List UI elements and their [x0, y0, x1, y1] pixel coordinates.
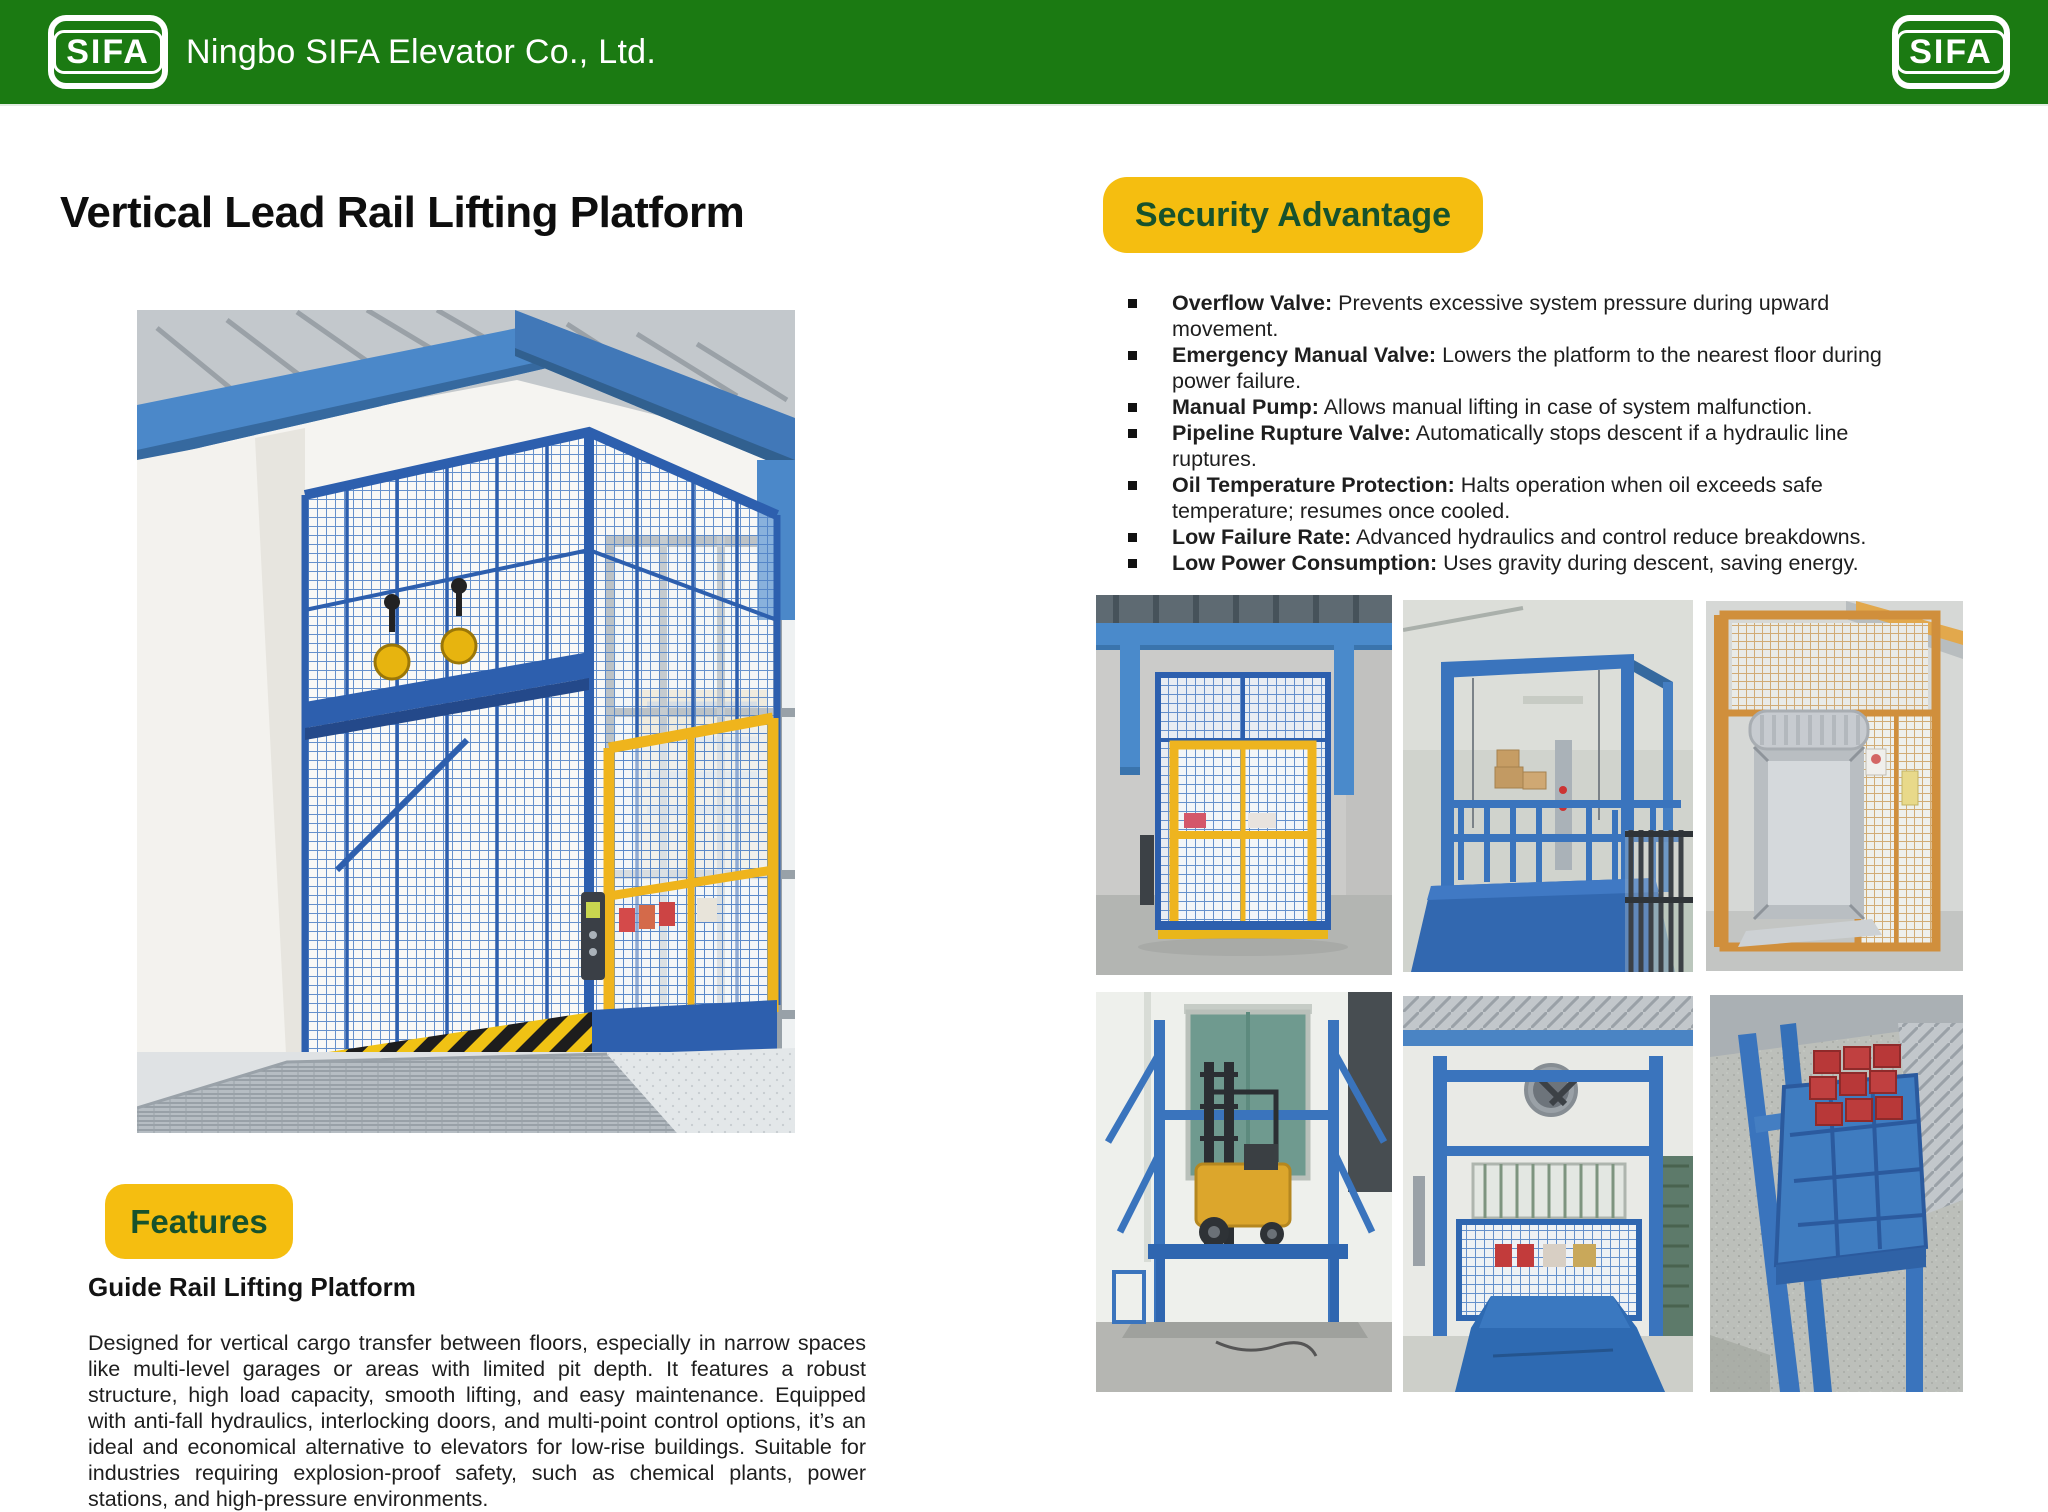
description-paragraph: Designed for vertical cargo transfer between floors, especially in narrow spaces like multi-level garages or areas with limited pit depth. It features a robust structure, high load capacity, smooth lifting, and easy maintenance. Equipped with anti-fall hydraulics, interlocking doors, and multi-point control options, it’s an ideal and economical alternative to elevators for low-rise buildings. Suitable for industries requiring explosion-proof safety, such as chemical plants, power stations, and high-pressure environments.	[88, 1331, 866, 1511]
security-bullet-item: Manual Pump: Allows manual lifting in case of system malfunction.	[1128, 394, 1912, 420]
security-bullet-item: Low Power Consumption: Uses gravity during descent, saving energy.	[1128, 550, 1912, 576]
security-advantage-badge	[1103, 177, 1483, 253]
sifa-logo-inner-frame	[53, 30, 163, 74]
page-title: Vertical Lead Rail Lifting Platform	[60, 188, 745, 237]
sifa-logo-text: SIFA	[66, 33, 150, 71]
features-badge	[105, 1184, 293, 1259]
security-bullet-list	[1128, 290, 1912, 576]
security-bullet-item: Low Failure Rate: Advanced hydraulics and control reduce breakdowns.	[1128, 524, 1912, 550]
gallery-photo-platform-lift-railing	[1403, 600, 1693, 972]
main-product-photo	[137, 310, 795, 1133]
square-bullet-icon	[1128, 533, 1137, 542]
subheading-guide-rail: Guide Rail Lifting Platform	[88, 1272, 416, 1302]
security-bullet-item: Pipeline Rupture Valve: Automatically stops descent if a hydraulic line ruptures.	[1128, 420, 1912, 472]
security-badge-label: Security Advantage	[1134, 195, 1452, 234]
sifa-logo-right	[1892, 15, 2010, 89]
sifa-logo-inner-frame	[1896, 30, 2006, 74]
square-bullet-icon	[1128, 403, 1137, 412]
main-photo-illustration	[137, 310, 795, 1133]
gallery-photo-blue-cargo-lift-front	[1096, 595, 1392, 975]
gallery-photo-topdown-platform-cargo	[1710, 995, 1963, 1392]
company-name: Ningbo SIFA Elevator Co., Ltd.	[186, 32, 657, 71]
gallery-photo-forklift-on-lift	[1096, 992, 1392, 1392]
features-badge-label: Features	[130, 1202, 268, 1240]
square-bullet-icon	[1128, 481, 1137, 490]
square-bullet-icon	[1128, 429, 1137, 438]
gallery-photo-cage-lift-fan-ramp	[1403, 996, 1693, 1392]
gallery-photo-orange-cage-roller-shutter	[1706, 601, 1963, 971]
square-bullet-icon	[1128, 559, 1137, 568]
header-bar	[0, 0, 2048, 106]
square-bullet-icon	[1128, 351, 1137, 360]
square-bullet-icon	[1128, 299, 1137, 308]
security-bullet-item: Emergency Manual Valve: Lowers the platform to the nearest floor during power failure.	[1128, 342, 1912, 394]
security-bullet-item: Oil Temperature Protection: Halts operation when oil exceeds safe temperature; resumes once cooled.	[1128, 472, 1912, 524]
sifa-logo-left	[48, 15, 168, 89]
sifa-logo-text: SIFA	[1909, 33, 1993, 71]
security-bullet-item: Overflow Valve: Prevents excessive system pressure during upward movement.	[1128, 290, 1912, 342]
